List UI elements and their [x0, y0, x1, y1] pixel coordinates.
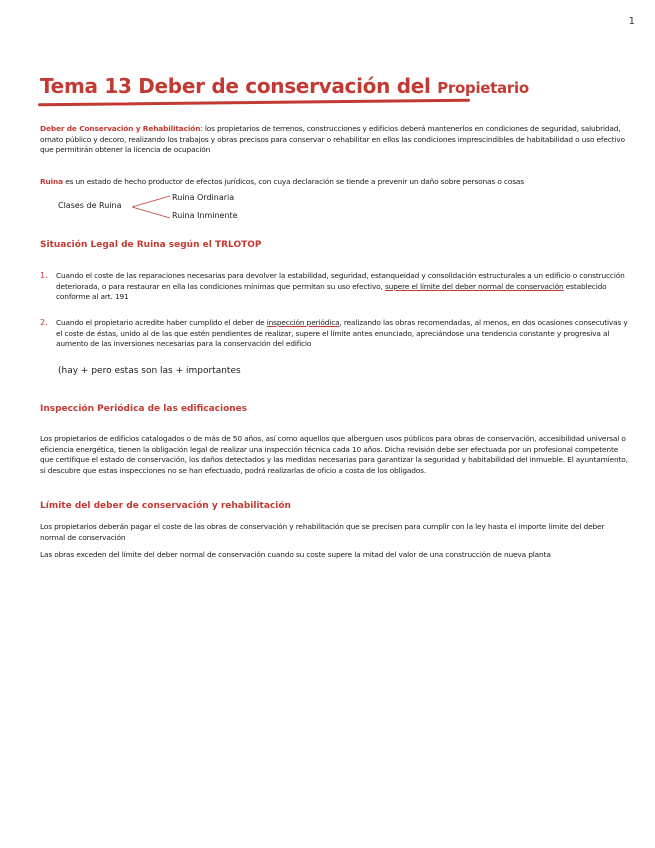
page-number: 1: [628, 16, 635, 27]
ruina-paragraph: [40, 177, 628, 188]
limite-paragraph-1: Los propietarios deberán pagar el coste de las obras de conservación y rehabilitación que se precisen para cumplir con la ley hasta el importe límite del deber normal de conservación: [40, 522, 605, 542]
ruina-class-inminente: Ruina Inminente: [172, 211, 238, 220]
situacion-item-2-text: , realizando las obras recomendadas, al menos, en dos ocasiones consecutivas y el coste de éstas, unido al de las que estén pendientes de realizar, supere el límite antes enunciado, apreciándose una tendencia constante y progresiva al aumento de las inversiones necesarias para la conservación del edificio: [56, 318, 628, 349]
situacion-item-1-text: Cuando el coste de las reparaciones necesarias para devolver la estabilidad, seguridad, estanqueidad y consolidación estructurales a un edificio o construcción deteriorada, o para restaurar en ella las condiciones mínimas que permitan su uso efectivo,: [56, 271, 625, 291]
situacion-heading: Situación Legal de Ruina según el TRLOTOP: [40, 240, 262, 250]
title-main: Tema 13 Deber de conservación del: [40, 74, 431, 98]
intro-text: : los propietarios de terrenos, construcciones y edificios deberá mantenerlos en condiciones de seguridad, salubridad, ornato público y decoro, realizando los trabajos y obras precisos para conservar o rehabilitar en ellos las condiciones imprescindibles de habitabilidad o uso efectivo que permitirán obtener la licencia de ocupación: [40, 124, 625, 155]
classes-brace: [130, 193, 172, 221]
title-underline: [38, 99, 470, 107]
ruina-text: es un estado de hecho productor de efectos jurídicos, con cuya declaración se tiende a prevenir un daño sobre personas o cosas: [63, 177, 524, 186]
situacion-item-2-pre: Cuando el propietario acredite haber cumplido el deber de: [56, 318, 267, 327]
inspeccion-paragraph: Los propietarios de edificios catalogados o de más de 50 años, así como aquellos que alberguen usos públicos para obras de conservación, accesibilidad universal o eficiencia energética, tienen la obligación legal de realizar una inspección técnica cada 10 años. Dicha revisión debe ser efectuada por un profesional competente que certifique el estado de conservación, los daños detectados y las medidas necesarias para garantizar la seguridad y habitabilidad del inmueble. El ayuntamiento, si descubre que estas inspecciones no se han efectuado, podrá realizarlas de oficio a costa de los obligados.: [40, 434, 628, 475]
situacion-item-number: 2.: [40, 318, 48, 327]
limite-heading: Límite del deber de conservación y rehabilitación: [40, 501, 291, 511]
title-sub: Propietario: [437, 79, 529, 97]
situacion-item-1-tail: establecido conforme al art. 191: [56, 281, 607, 302]
situacion-item-1-underlined: supere el límite del deber normal de conservación: [384, 281, 564, 291]
situacion-item-number: 1.: [40, 271, 48, 280]
situacion-item-1: [56, 271, 628, 303]
situacion-item-2-underlined: inspección periódica: [266, 318, 340, 327]
intro-paragraph: [40, 124, 628, 156]
intro-term: Deber de Conservación y Rehabilitación: [40, 124, 201, 133]
ruina-term: Ruina: [40, 177, 63, 186]
page-title: [40, 74, 529, 98]
classes-label: Clases de Ruina: [58, 201, 122, 210]
situacion-item-2: [56, 318, 628, 350]
ruina-class-ordinaria: Ruina Ordinaria: [172, 193, 235, 202]
limite-paragraph-2: Las obras exceden del límite del deber normal de conservación cuando su coste supere la mitad del valor de una construcción de nueva planta: [40, 550, 551, 559]
situacion-note: (hay + pero estas son las + importantes: [58, 366, 241, 376]
inspeccion-heading: Inspección Periódica de las edificaciones: [40, 404, 248, 414]
